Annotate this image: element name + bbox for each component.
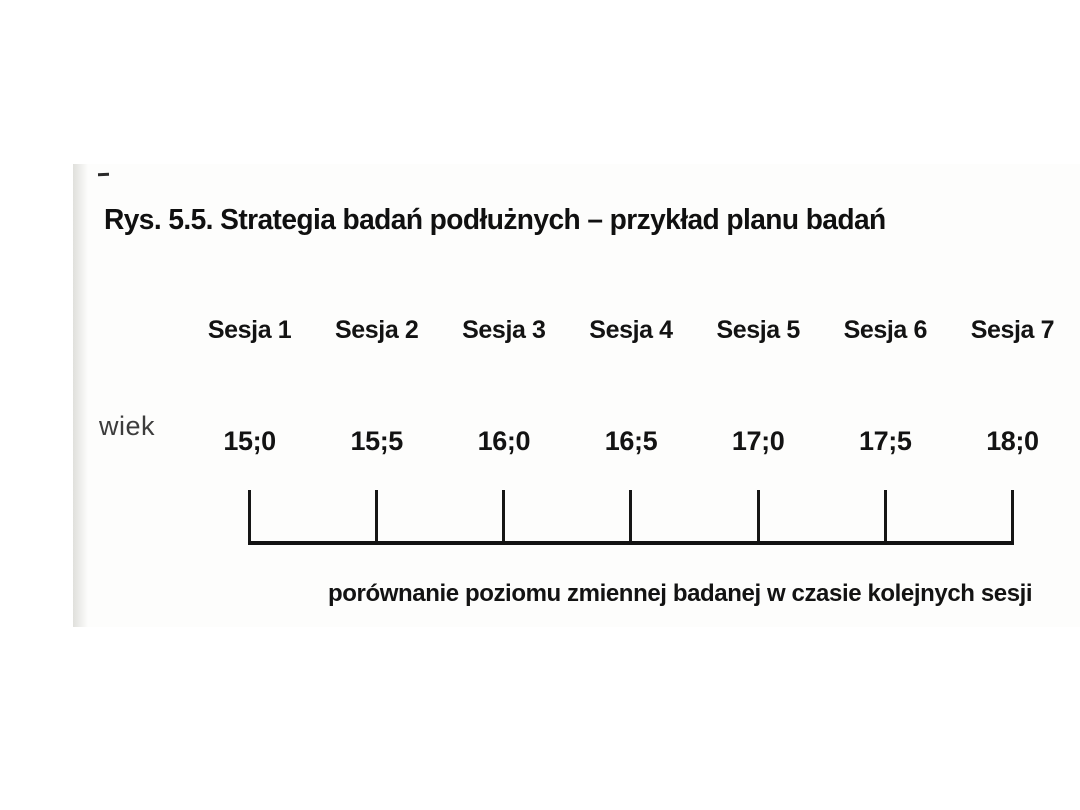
age-value-2: 15;5 xyxy=(350,426,403,456)
timeline-tick-6 xyxy=(884,490,887,542)
age-values-row xyxy=(186,426,1076,457)
age-value-5: 17;0 xyxy=(731,426,785,456)
age-axis-label: wiek xyxy=(99,411,156,441)
session-label-2: Sesja 2 xyxy=(335,316,419,344)
tick-cell-4 xyxy=(567,490,694,542)
session-label-3: Sesja 3 xyxy=(462,316,546,344)
timeline-axis-line xyxy=(248,541,1014,545)
timeline-tick-5 xyxy=(757,490,760,542)
age-value-4: 16;5 xyxy=(604,426,658,456)
tick-cell-1 xyxy=(186,490,313,542)
tick-cell-7 xyxy=(949,490,1076,542)
timeline-tick-4 xyxy=(629,490,632,542)
tick-cell-2 xyxy=(313,490,440,542)
scan-artifact-dash xyxy=(98,173,109,176)
tick-cell-3 xyxy=(440,490,567,542)
age-value-7: 18;0 xyxy=(986,426,1039,456)
session-label-5: Sesja 5 xyxy=(716,316,800,344)
age-value-1: 15;0 xyxy=(223,426,276,456)
session-label-7: Sesja 7 xyxy=(970,316,1055,344)
timeline-tick-1 xyxy=(248,490,251,542)
timeline-ticks-row xyxy=(186,490,1076,542)
timeline-tick-2 xyxy=(375,490,378,542)
session-label-1: Sesja 1 xyxy=(207,316,292,344)
tick-cell-6 xyxy=(822,490,949,542)
scan-left-edge-shadow xyxy=(73,164,88,627)
scanned-page xyxy=(73,164,1080,627)
session-labels-row xyxy=(186,316,1076,345)
session-label-6: Sesja 6 xyxy=(843,316,927,344)
session-label-4: Sesja 4 xyxy=(589,316,673,344)
timeline-tick-3 xyxy=(502,490,505,542)
age-value-3: 16;0 xyxy=(477,426,531,456)
figure-title: Rys. 5.5. Strategia badań podłużnych – przykład planu badań xyxy=(104,204,886,236)
figure-caption: porównanie poziomu zmiennej badanej w czasie kolejnych sesji xyxy=(328,580,1033,607)
age-value-6: 17;5 xyxy=(859,426,912,456)
timeline-tick-7 xyxy=(1011,490,1014,542)
tick-cell-5 xyxy=(695,490,822,542)
